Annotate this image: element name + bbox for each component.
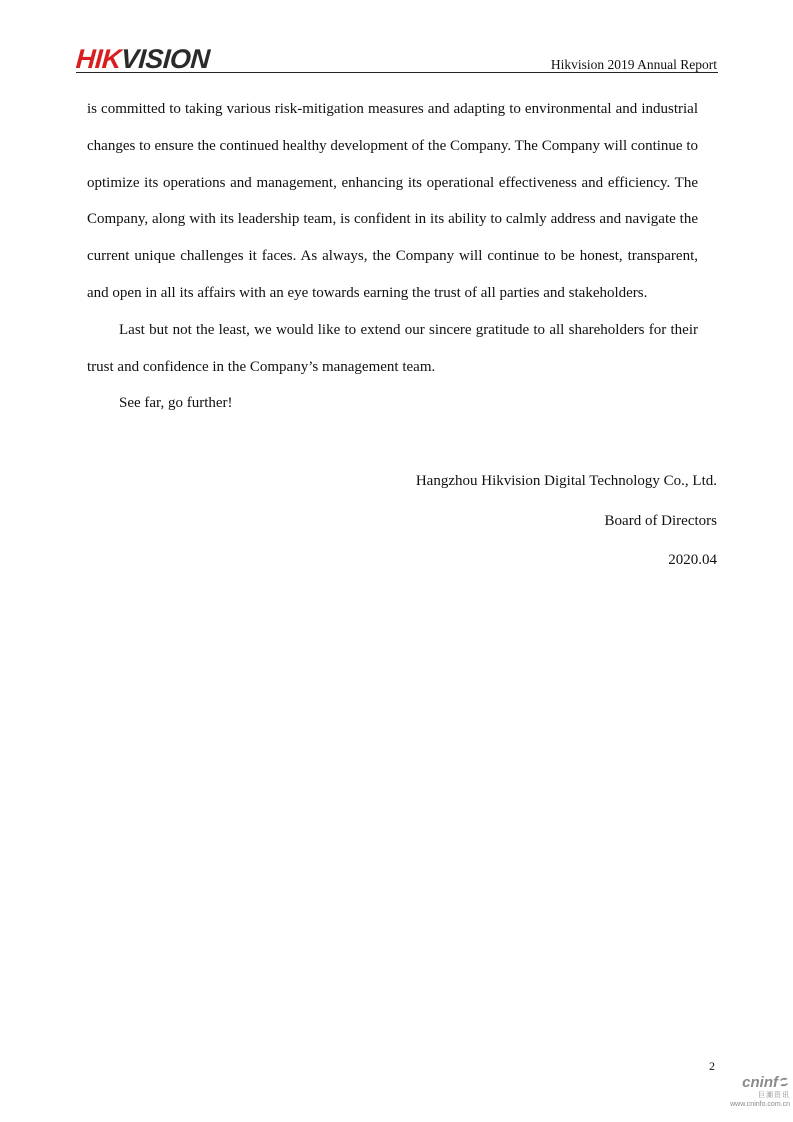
page-number: 2 <box>709 1059 715 1073</box>
signature-company: Hangzhou Hikvision Digital Technology Co., Ltd. <box>415 473 717 489</box>
logo-hik-text: HIK <box>74 44 123 74</box>
paragraph-gratitude: Last but not the least, we would like to extend our sincere gratitude to all shareholders for their trust and confidence in the Company’s management team. <box>87 321 698 375</box>
signature-board: Board of Directors <box>604 513 717 529</box>
paragraph-slogan: See far, go further! <box>119 395 233 412</box>
watermark-url: www.cninfo.com.cn <box>730 1101 790 1108</box>
body-text <box>87 91 698 422</box>
paragraph-continuation: is committed to taking various risk-mitigation measures and adapting to environmental and industrial changes to ensure the continued healthy development of the Company. The Company will continue to optimize its operations and management, enhancing its operational effectiveness and efficiency. The Company, along with its leadership team, is confident in its ability to calmly address and navigate the current unique challenges it faces. As always, the Company will continue to be honest, transparent, and open in all its affairs with an eye towards earning the trust of all parties and stakeholders. <box>87 101 698 301</box>
watermark-brand: cninf <box>742 1074 778 1091</box>
logo-vision-text: VISION <box>119 44 211 74</box>
hikvision-logo <box>75 44 211 74</box>
swirl-icon <box>778 1076 790 1088</box>
header-divider <box>76 72 718 73</box>
watermark-chinese: 巨潮资讯 <box>758 1092 790 1099</box>
report-title: Hikvision 2019 Annual Report <box>550 57 717 72</box>
cninfo-watermark <box>716 1075 790 1109</box>
signature-date: 2020.04 <box>668 552 717 568</box>
